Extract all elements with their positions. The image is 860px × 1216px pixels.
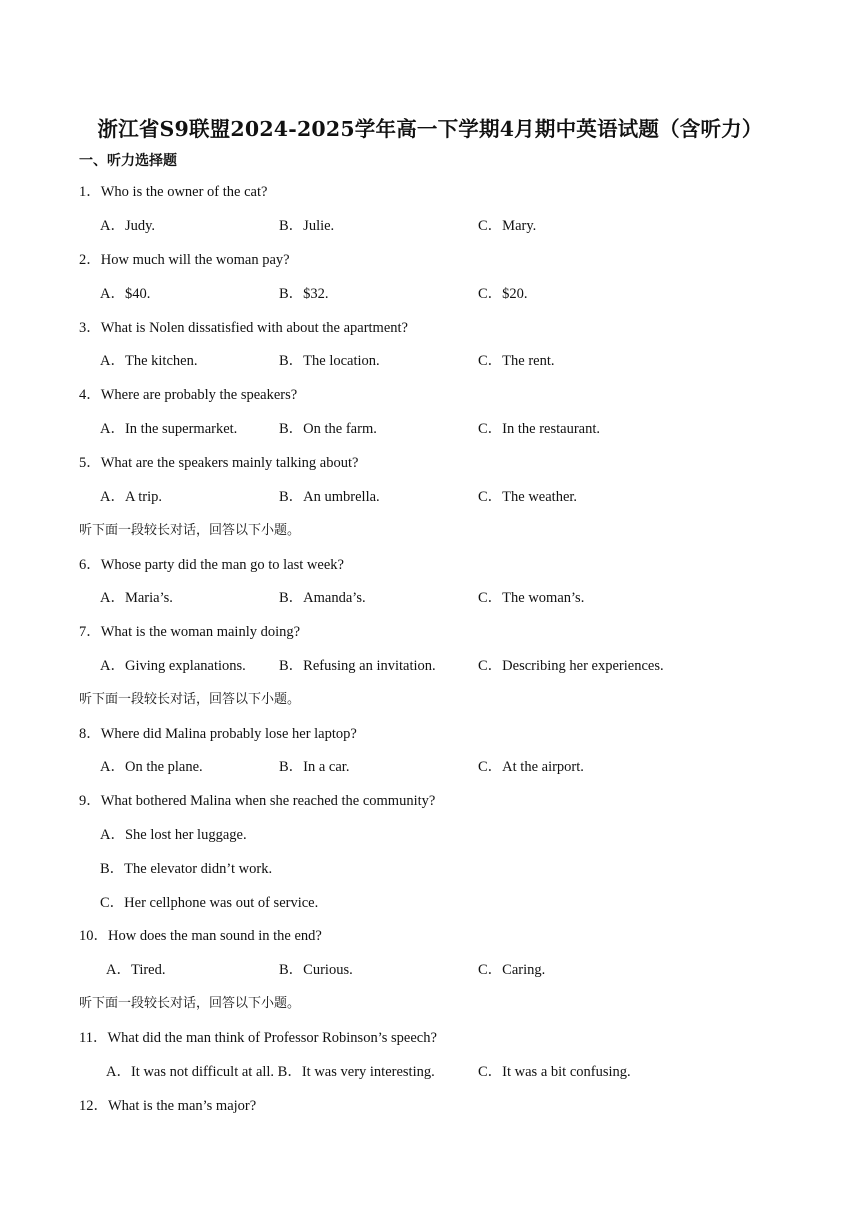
question-11: 11．What did the man think of Professor Robinson’s speech? (79, 1030, 437, 1046)
question-12: 12．What is the man’s major? (79, 1098, 257, 1114)
q7-option-a: A．Giving explanations. (100, 658, 246, 674)
q8-option-b: B．In a car. (279, 759, 350, 775)
q9-option-b: B．The elevator didn’t work. (100, 861, 273, 877)
q9-option-a: A．She lost her luggage. (100, 827, 247, 843)
q3-option-a: A．The kitchen. (100, 353, 198, 369)
page-title: 浙江省S9联盟2024-2025学年高一下学期4月期中英语试题（含听力） (97, 117, 763, 141)
q4-option-a: A．In the supermarket. (100, 421, 238, 437)
q11-option-c: C．It was a bit confusing. (478, 1064, 631, 1080)
q4-option-b: B．On the farm. (279, 421, 377, 437)
q6-option-c: C．The woman’s. (478, 590, 585, 606)
question-1: 1．Who is the owner of the cat? (79, 184, 268, 200)
q8-option-a: A．On the plane. (100, 759, 203, 775)
q3-option-c: C．The rent. (478, 353, 555, 369)
q11-option-ab: A．It was not difficult at all. B．It was very interesting. (106, 1064, 435, 1080)
q2-option-b: B．$32. (279, 286, 329, 302)
question-5: 5．What are the speakers mainly talking about? (79, 455, 359, 471)
q7-option-b: B．Refusing an invitation. (279, 658, 436, 674)
q7-option-c: C．Describing her experiences. (478, 658, 664, 674)
question-4: 4．Where are probably the speakers? (79, 387, 298, 403)
q10-option-c: C．Caring. (478, 962, 546, 978)
q5-option-c: C．The weather. (478, 489, 578, 505)
question-10: 10．How does the man sound in the end? (79, 928, 322, 944)
q3-option-b: B．The location. (279, 353, 380, 369)
q5-option-b: B．An umbrella. (279, 489, 380, 505)
q2-option-a: A．$40. (100, 286, 151, 302)
q4-option-c: C．In the restaurant. (478, 421, 601, 437)
q1-option-a: A．Judy. (100, 218, 156, 234)
q8-option-c: C．At the airport. (478, 759, 584, 775)
q2-option-c: C．$20. (478, 286, 528, 302)
question-9: 9．What bothered Malina when she reached the community? (79, 793, 436, 809)
q6-option-b: B．Amanda’s. (279, 590, 366, 606)
question-7: 7．What is the woman mainly doing? (79, 624, 301, 640)
question-8: 8．Where did Malina probably lose her laptop? (79, 726, 357, 742)
q6-option-a: A．Maria’s. (100, 590, 173, 606)
question-6: 6．Whose party did the man go to last week? (79, 557, 344, 573)
q9-option-c: C．Her cellphone was out of service. (100, 895, 319, 911)
question-3: 3．What is Nolen dissatisfied with about the apartment? (79, 320, 408, 336)
instruction-note: 听下面一段较长对话，回答以下小题。 (79, 996, 301, 1011)
question-2: 2．How much will the woman pay? (79, 252, 290, 268)
q5-option-a: A．A trip. (100, 489, 163, 505)
q1-option-c: C．Mary. (478, 218, 537, 234)
q10-option-b: B．Curious. (279, 962, 353, 978)
section-heading: 一、听力选择题 (79, 153, 177, 169)
instruction-note: 听下面一段较长对话，回答以下小题。 (79, 692, 301, 707)
q10-option-a: A．Tired. (106, 962, 166, 978)
q1-option-b: B．Julie. (279, 218, 335, 234)
instruction-note: 听下面一段较长对话，回答以下小题。 (79, 523, 301, 538)
